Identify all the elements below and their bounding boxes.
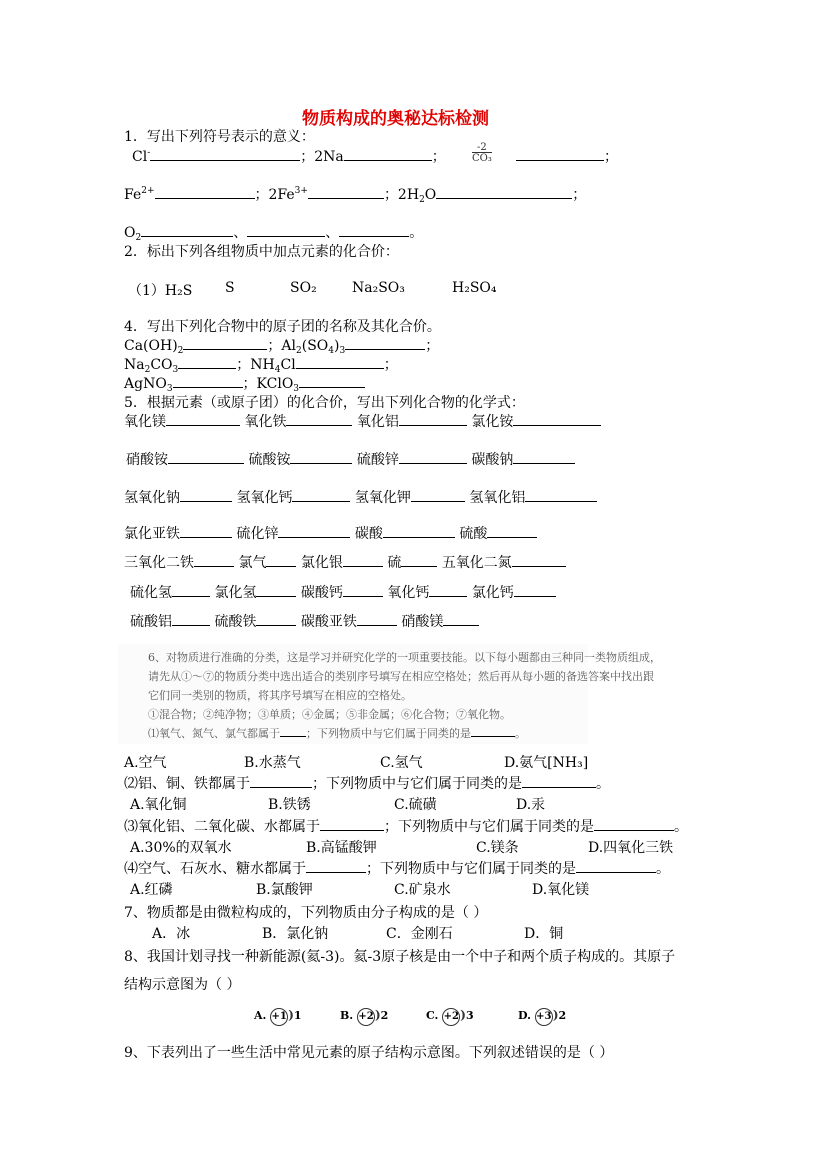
answer-blank[interactable] [516, 146, 604, 161]
answer-blank[interactable] [399, 449, 467, 464]
nucleus-circle: +1 [270, 1008, 288, 1026]
answer-blank[interactable] [320, 816, 384, 831]
q8-line2: 结构示意图为（ ） [124, 977, 241, 993]
answer-blank[interactable] [292, 487, 350, 502]
answer-blank[interactable] [168, 449, 244, 464]
nucleus-circle: +2 [357, 1008, 375, 1026]
q2-prompt: 2．标出下列各组物质中加点元素的化合价： [124, 244, 399, 260]
q4-prompt: 4．写出下列化合物中的原子团的名称及其化合价。 [124, 319, 441, 335]
answer-blank[interactable] [513, 449, 575, 464]
answer-blank[interactable] [172, 611, 210, 626]
q1-line1-end: ； [516, 146, 618, 166]
q6-part2: ⑵铝、铜、铁都属于 ；下列物质中与它们属于同类的是 。 [124, 773, 610, 793]
q2-item-5: H₂SO₄ [452, 280, 497, 296]
answer-blank[interactable] [256, 611, 296, 626]
answer-blank[interactable] [512, 552, 566, 567]
q2-item-1: （1）H₂S [128, 283, 193, 299]
q5-row-3: 氢氧化钠 氢氧化钙 氢氧化钾 氢氧化铝 [124, 487, 597, 507]
q8-option-c: C. +2)3 [426, 1008, 474, 1026]
q5-row-2: 硝酸铵 硫酸铵 硫酸锌 碳酸钠 [126, 449, 575, 469]
q8-option-b: B. +2)2 [340, 1008, 388, 1026]
answer-blank[interactable] [256, 582, 296, 597]
answer-blank[interactable] [194, 552, 234, 567]
answer-blank[interactable] [343, 582, 383, 597]
answer-blank[interactable] [443, 611, 479, 626]
q1-line1: Cl- ；2Na ； [132, 148, 446, 165]
q6-categories: ①混合物；②纯净物；③单质；④金属；⑤非金属；⑥化合物；⑦氧化物。 [148, 708, 511, 721]
answer-blank[interactable] [343, 552, 383, 567]
q8-option-d: D. +3)2 [518, 1008, 566, 1026]
answer-blank[interactable] [178, 354, 236, 369]
q4-line3: AgNO$_3$ ；KClO$_3$ [124, 373, 365, 394]
q4-line1: $Ca(OH)_2$ ；$Al_2(SO_4)_3$ ； [124, 335, 439, 356]
answer-blank[interactable] [514, 582, 556, 597]
q1-line2: $Fe^{2+}$ ；$2Fe^{3+}$ ；$2H_2O$ ； [124, 186, 587, 205]
answer-blank[interactable] [383, 523, 455, 538]
q2-item-3: SO₂ [290, 280, 317, 296]
answer-blank[interactable] [299, 373, 365, 388]
q6-instruction-line: 它们同一类别的物质，将其序号填写在相应的空格处。 [148, 689, 412, 702]
answer-blank[interactable] [180, 523, 232, 538]
q5-row-4: 氯化亚铁 硫化锌 碳酸 硫酸 [124, 523, 537, 543]
answer-blank[interactable] [399, 411, 467, 426]
page-title: 物质构成的奥秘达标检测 [302, 109, 489, 129]
answer-blank[interactable] [290, 449, 352, 464]
q5-row-6: 硫化氢 氯化氢 碳酸钙 氧化钙 氯化钙 [130, 582, 556, 602]
answer-blank[interactable] [278, 523, 350, 538]
q6-part3: ⑶氧化铝、二氧化碳、水都属于 ；下列物质中与它们属于同类的是 。 [124, 816, 688, 836]
answer-blank[interactable] [166, 411, 240, 426]
q5-row-7: 硫酸铝 硫酸铁 碳酸亚铁 硝酸镁 [130, 611, 479, 631]
q1-line3: $O_2$ 、 、 。 [124, 222, 423, 243]
q8-option-a: A. +1)1 [254, 1008, 302, 1026]
q7-prompt: 7、物质都是由微粒构成的，下列物质由分子构成的是（ ） [124, 905, 488, 921]
q5-prompt: 5．根据元素（或原子团）的化合价，写出下列化合物的化学式： [124, 395, 525, 411]
answer-blank[interactable] [155, 184, 255, 199]
answer-blank[interactable] [401, 552, 437, 567]
q4-line2: $Na_2CO_3$ ；$NH_4Cl$ ； [124, 354, 398, 375]
q6-part1: ⑴氧气、氮气、氯气都属于 ；下列物质中与它们属于同类的是 。 [148, 727, 526, 740]
carbonate-valence-symbol: $\frac{-2}{\text{CO₃}}$ [472, 141, 492, 164]
answer-blank[interactable] [172, 582, 210, 597]
answer-blank[interactable] [141, 222, 233, 237]
answer-blank[interactable] [266, 552, 296, 567]
answer-blank[interactable] [296, 354, 384, 369]
answer-blank[interactable] [487, 523, 537, 538]
nucleus-circle: +3 [535, 1008, 553, 1026]
q6-instructions-image [118, 644, 661, 744]
answer-blank[interactable] [344, 146, 432, 161]
answer-blank[interactable] [150, 146, 300, 161]
answer-blank[interactable] [247, 222, 325, 237]
answer-blank[interactable] [594, 816, 674, 831]
answer-blank[interactable] [286, 411, 352, 426]
q1-prompt: 1．写出下列符号表示的意义： [124, 129, 315, 145]
answer-blank[interactable] [525, 487, 597, 502]
answer-blank[interactable] [513, 411, 601, 426]
q6-instruction-line: 6、对物质进行准确的分类，这是学习并研究化学的一项重要技能。以下每小题都由三种同一类物质组成， [148, 651, 661, 664]
q6-instruction-line: 请先从①～⑦的物质分类中选出适合的类别序号填写在相应空格处；然后再从每小题的备选答案中找出跟 [148, 670, 654, 683]
answer-blank[interactable] [522, 773, 596, 788]
q5-row-1: 氧化镁 氧化铁 氧化铝 氯化铵 [124, 411, 601, 431]
answer-blank[interactable] [436, 184, 572, 199]
answer-blank[interactable] [345, 335, 425, 350]
answer-blank[interactable] [357, 611, 397, 626]
answer-blank[interactable] [576, 858, 656, 873]
answer-blank[interactable] [180, 487, 232, 502]
answer-blank[interactable] [250, 773, 312, 788]
answer-blank[interactable] [306, 858, 366, 873]
answer-blank[interactable] [173, 373, 243, 388]
q2-item-2: S [225, 280, 235, 296]
answer-blank[interactable] [471, 726, 515, 737]
q2-item-4: Na₂SO₃ [352, 280, 405, 296]
q6-part4: ⑷空气、石灰水、糖水都属于 ；下列物质中与它们属于同类的是 。 [124, 858, 670, 878]
answer-blank[interactable] [411, 487, 465, 502]
answer-blank[interactable] [339, 222, 409, 237]
answer-blank[interactable] [429, 582, 467, 597]
q5-row-5: 三氧化二铁 氯气 氯化银 硫 五氧化二氮 [124, 552, 566, 572]
nucleus-circle: +2 [442, 1008, 460, 1026]
q8-line1: 8、我国计划寻找一种新能源(氦-3)。氦-3原子核是由一个中子和两个质子构成的。其原子 [124, 949, 676, 965]
answer-blank[interactable] [308, 184, 384, 199]
q9-prompt: 9、下表列出了一些生活中常见元素的原子结构示意图。下列叙述错误的是（ ） [124, 1045, 614, 1061]
answer-blank[interactable] [183, 335, 267, 350]
answer-blank[interactable] [280, 726, 306, 737]
